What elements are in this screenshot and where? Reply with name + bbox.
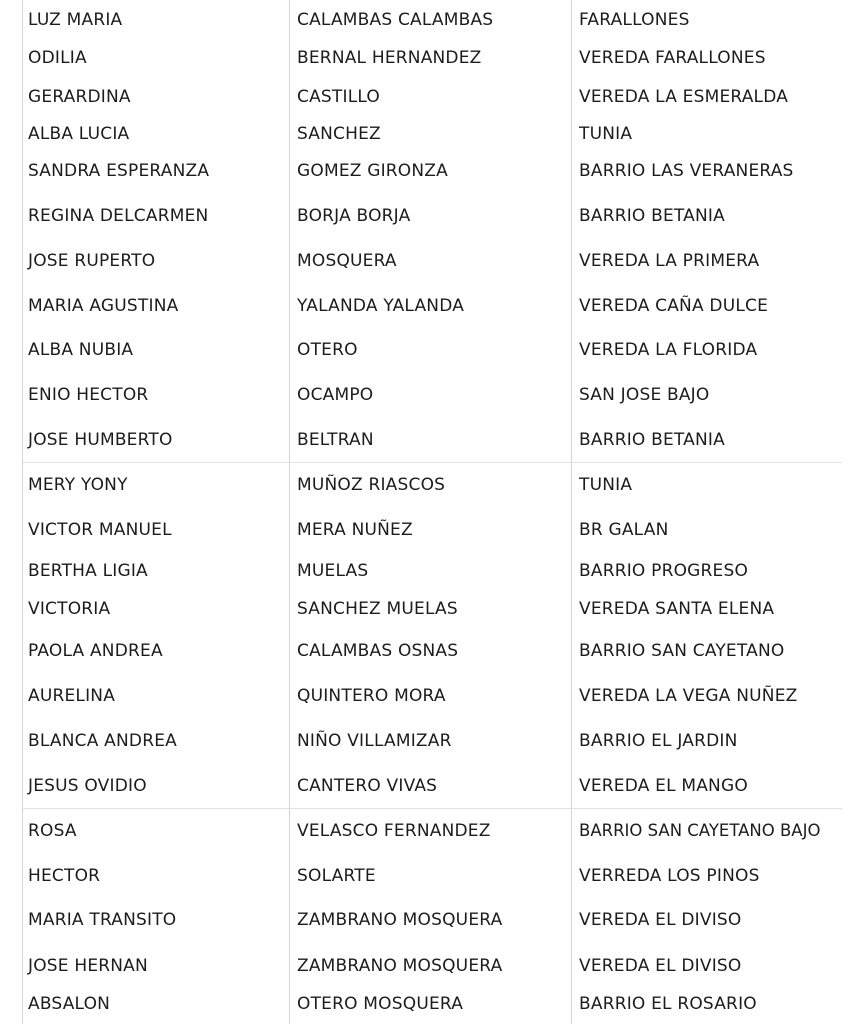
first-name-cell: JOSE HERNAN: [28, 956, 148, 976]
first-name-cell: VICTORIA: [28, 599, 111, 619]
last-name-cell: MERA NUÑEZ: [297, 520, 413, 540]
table-row: [22, 296, 864, 316]
location-cell: VEREDA LA VEGA NUÑEZ: [579, 686, 798, 706]
row-separator: [22, 462, 842, 463]
first-name-cell: MARIA TRANSITO: [28, 910, 177, 930]
location-cell: TUNIA: [579, 124, 633, 144]
location-cell: VEREDA CAÑA DULCE: [579, 296, 769, 316]
last-name-cell: CALAMBAS OSNAS: [297, 641, 459, 661]
location-cell: BARRIO EL ROSARIO: [579, 994, 757, 1014]
first-name-cell: ODILIA: [28, 48, 87, 68]
last-name-cell: MUÑOZ RIASCOS: [297, 475, 446, 495]
location-cell: VEREDA EL MANGO: [579, 776, 748, 796]
location-cell: BARRIO PROGRESO: [579, 561, 749, 581]
table-row: [22, 910, 864, 930]
last-name-cell: BORJA BORJA: [297, 206, 411, 226]
location-cell: VEREDA SANTA ELENA: [579, 599, 775, 619]
table-row: [22, 161, 864, 181]
last-name-cell: GOMEZ GIRONZA: [297, 161, 448, 181]
table-row: [22, 599, 864, 619]
last-name-cell: SANCHEZ: [297, 124, 381, 144]
last-name-cell: ZAMBRANO MOSQUERA: [297, 910, 503, 930]
table-row: [22, 956, 864, 976]
location-cell: FARALLONES: [579, 10, 690, 30]
last-name-cell: OTERO: [297, 340, 358, 360]
last-name-cell: BERNAL HERNANDEZ: [297, 48, 482, 68]
first-name-cell: JOSE HUMBERTO: [28, 430, 173, 450]
table-row: [22, 10, 864, 30]
first-name-cell: ALBA LUCIA: [28, 124, 130, 144]
table-row: [22, 385, 864, 405]
location-cell: BR GALAN: [579, 520, 669, 540]
first-name-cell: HECTOR: [28, 866, 101, 886]
first-name-cell: ALBA NUBIA: [28, 340, 134, 360]
last-name-cell: VELASCO FERNANDEZ: [297, 821, 491, 841]
table-row: [22, 206, 864, 226]
location-cell: BARRIO EL JARDIN: [579, 731, 738, 751]
location-cell: VEREDA LA ESMERALDA: [579, 87, 789, 107]
table-row: [22, 776, 864, 796]
location-cell: BARRIO BETANIA: [579, 430, 725, 450]
location-cell: BARRIO SAN CAYETANO: [579, 641, 785, 661]
location-cell: SAN JOSE BAJO: [579, 385, 710, 405]
first-name-cell: ENIO HECTOR: [28, 385, 149, 405]
first-name-cell: VICTOR MANUEL: [28, 520, 172, 540]
first-name-cell: MARIA AGUSTINA: [28, 296, 179, 316]
table-row: [22, 251, 864, 271]
first-name-cell: BLANCA ANDREA: [28, 731, 177, 751]
last-name-cell: ZAMBRANO MOSQUERA: [297, 956, 503, 976]
table-row: [22, 87, 864, 107]
last-name-cell: CANTERO VIVAS: [297, 776, 438, 796]
table-row: [22, 475, 864, 495]
first-name-cell: BERTHA LIGIA: [28, 561, 148, 581]
first-name-cell: AURELINA: [28, 686, 116, 706]
first-name-cell: ROSA: [28, 821, 77, 841]
last-name-cell: SOLARTE: [297, 866, 376, 886]
first-name-cell: ABSALON: [28, 994, 111, 1014]
table-row: [22, 48, 864, 68]
location-cell: VEREDA LA FLORIDA: [579, 340, 758, 360]
last-name-cell: MUELAS: [297, 561, 369, 581]
last-name-cell: YALANDA YALANDA: [297, 296, 465, 316]
location-cell: BARRIO SAN CAYETANO BAJO: [579, 821, 821, 840]
location-cell: VEREDA FARALLONES: [579, 48, 766, 68]
table-row: [22, 994, 864, 1014]
row-separator: [22, 808, 842, 809]
table-row: [22, 731, 864, 751]
table-row: [22, 866, 864, 886]
last-name-cell: OTERO MOSQUERA: [297, 994, 464, 1014]
last-name-cell: CALAMBAS CALAMBAS: [297, 10, 494, 30]
location-cell: VEREDA EL DIVISO: [579, 956, 742, 976]
location-cell: VEREDA EL DIVISO: [579, 910, 742, 930]
location-cell: BARRIO LAS VERANERAS: [579, 161, 794, 181]
last-name-cell: OCAMPO: [297, 385, 374, 405]
first-name-cell: LUZ MARIA: [28, 10, 123, 30]
location-cell: VEREDA LA PRIMERA: [579, 251, 760, 271]
table-row: [22, 686, 864, 706]
location-cell: VERREDA LOS PINOS: [579, 866, 760, 886]
last-name-cell: BELTRAN: [297, 430, 374, 450]
table-row: [22, 430, 864, 450]
first-name-cell: REGINA DELCARMEN: [28, 206, 209, 226]
last-name-cell: QUINTERO MORA: [297, 686, 446, 706]
table-row: [22, 340, 864, 360]
location-cell: BARRIO BETANIA: [579, 206, 725, 226]
table-row: [22, 124, 864, 144]
table-row: [22, 520, 864, 540]
last-name-cell: SANCHEZ MUELAS: [297, 599, 458, 619]
first-name-cell: JESUS OVIDIO: [28, 776, 147, 796]
table-row: [22, 561, 864, 581]
location-cell: TUNIA: [579, 475, 633, 495]
first-name-cell: SANDRA ESPERANZA: [28, 161, 210, 181]
first-name-cell: JOSE RUPERTO: [28, 251, 156, 271]
first-name-cell: GERARDINA: [28, 87, 131, 107]
first-name-cell: MERY YONY: [28, 475, 128, 495]
table-row: [22, 821, 864, 841]
table-row: [22, 641, 864, 661]
first-name-cell: PAOLA ANDREA: [28, 641, 163, 661]
last-name-cell: CASTILLO: [297, 87, 381, 107]
last-name-cell: NIÑO VILLAMIZAR: [297, 731, 452, 751]
last-name-cell: MOSQUERA: [297, 251, 397, 271]
